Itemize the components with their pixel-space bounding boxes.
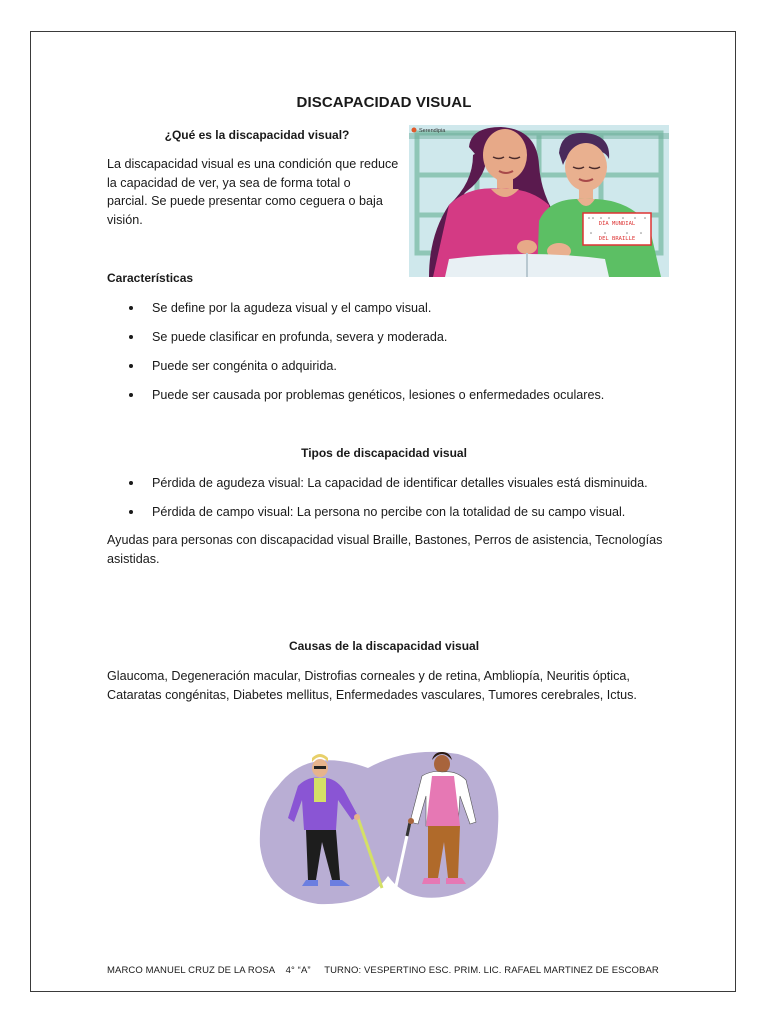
causas-line: Cataratas congénitas, Diabetes mellitus, Enfermedades vasculares, Tumores cerebrales, Ictus. — [107, 687, 637, 702]
tipos-list — [107, 474, 648, 532]
braille-reading-illustration — [409, 125, 669, 277]
intro-heading: ¿Qué es la discapacidad visual? — [164, 128, 350, 142]
braille-card-line-1: DÍA MUNDIAL — [598, 221, 636, 227]
serendipia-logo-icon — [412, 128, 417, 133]
causas-heading: Causas de la discapacidad visual — [288, 639, 480, 653]
caracteristicas-list — [107, 299, 604, 415]
image-watermark: Serendipia — [419, 128, 446, 134]
ayudas-line: asistidas. — [107, 551, 160, 566]
list-item: Se define por la agudeza visual y el campo visual. — [107, 299, 604, 328]
list-item: Pérdida de agudeza visual: La capacidad de identificar detalles visuales está disminuida. — [107, 474, 648, 503]
ayudas-line: Ayudas para personas con discapacidad visual Braille, Bastones, Perros de asistencia, Tecnologías — [107, 533, 663, 547]
footer-author: MARCO MANUEL CRUZ DE LA ROSA — [107, 965, 275, 976]
intro-line: la capacidad de ver, ya sea de forma total o — [107, 175, 351, 190]
causas-paragraph — [107, 667, 667, 704]
list-item: Se puede clasificar en profunda, severa y moderada. — [107, 328, 604, 357]
intro-paragraph — [107, 155, 407, 229]
intro-line: La discapacidad visual es una condición que reduce — [107, 157, 399, 171]
list-item: Puede ser causada por problemas genéticos, lesiones o enfermedades oculares. — [107, 386, 604, 415]
cane-users-illustration — [258, 746, 500, 908]
ayudas-paragraph — [107, 531, 667, 568]
footer-grade: 4° “A” — [285, 965, 311, 976]
caracteristicas-heading: Características — [107, 271, 194, 285]
document-footer — [107, 965, 659, 976]
list-item: Pérdida de campo visual: La persona no percibe con la totalidad de su campo visual. — [107, 503, 648, 532]
footer-shift: TURNO: VESPERTINO ESC. PRIM. LIC. RAFAEL MARTINEZ DE ESCOBAR — [324, 965, 659, 976]
list-item: Puede ser congénita o adquirida. — [107, 357, 604, 386]
braille-card-line-2: DEL BRAILLE — [598, 236, 636, 242]
tipos-heading: Tipos de discapacidad visual — [301, 446, 467, 460]
intro-line: parcial. Se puede presentar como ceguera o baja — [107, 194, 383, 208]
intro-line: visión. — [107, 212, 143, 227]
document-title: DISCAPACIDAD VISUAL — [296, 94, 472, 111]
causas-line: Glaucoma, Degeneración macular, Distrofias corneales y de retina, Ambliopía, Neuritis óptica, — [107, 669, 630, 683]
